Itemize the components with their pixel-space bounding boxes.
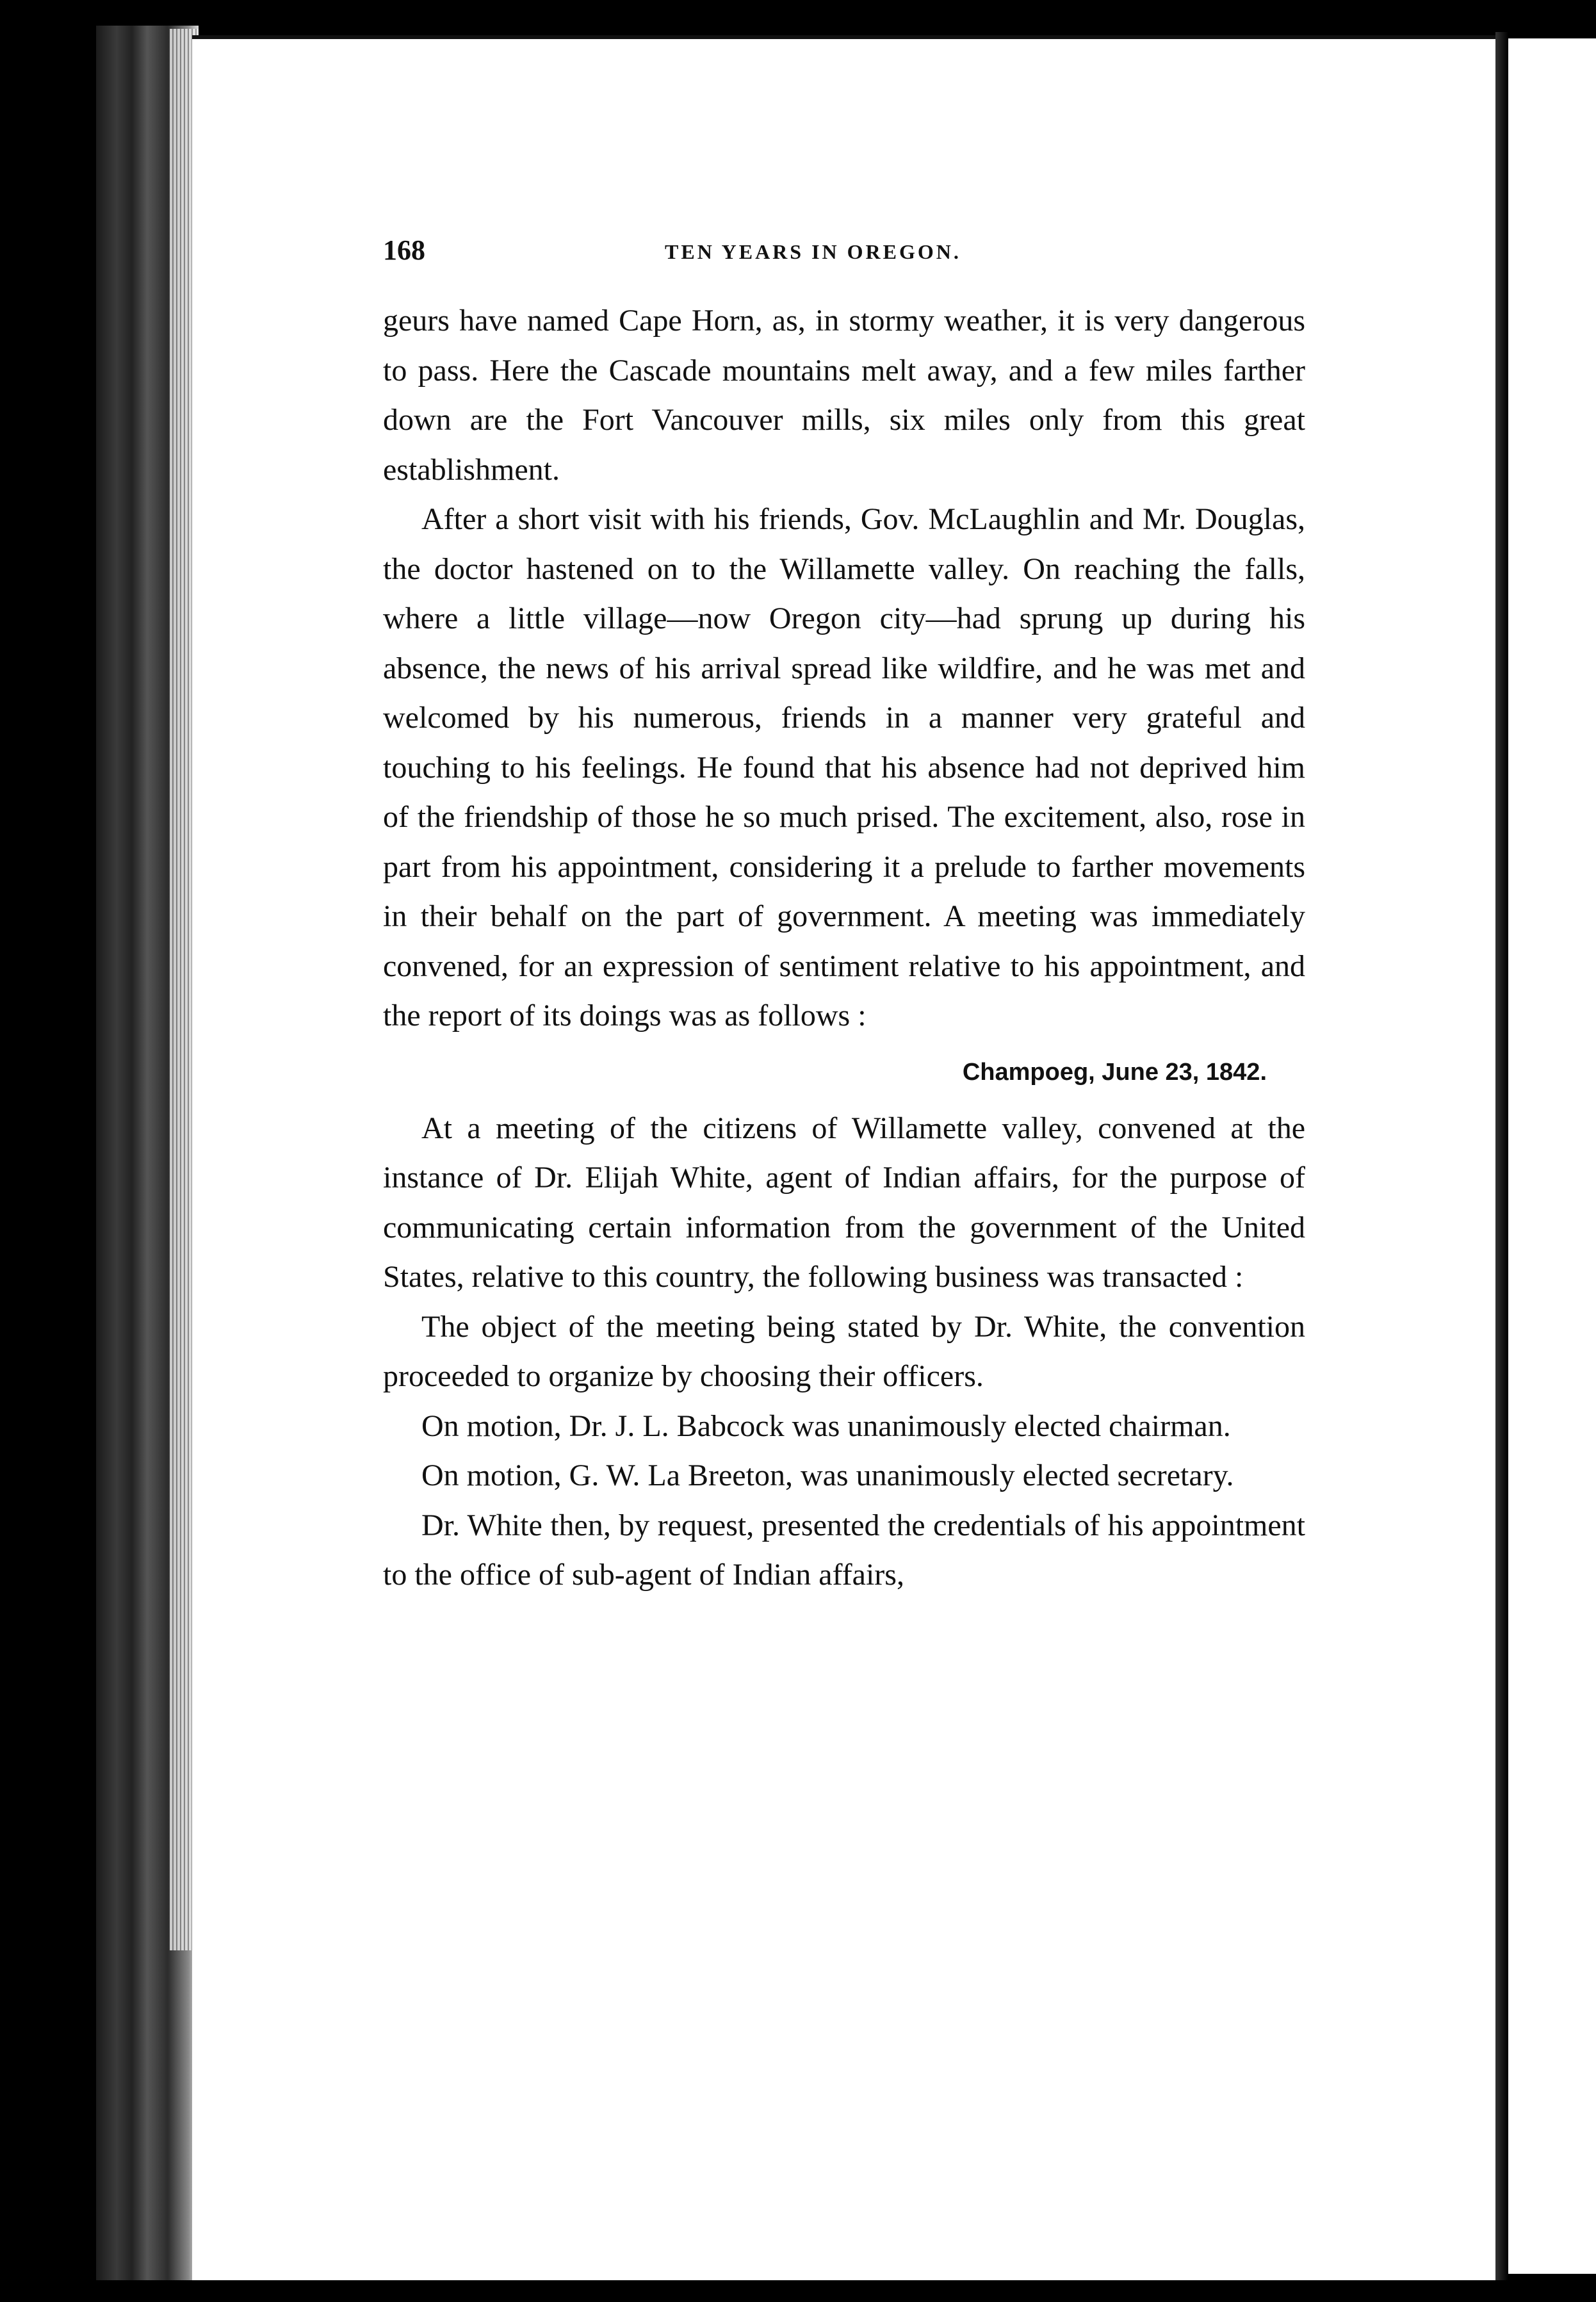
paragraph: After a short visit with his friends, Gov. McLaughlin and Mr. Douglas, the doctor hastened on to the Willamette valley. On reaching the falls, where a little village—now Oregon city—had sprung up during his absence, the news of his arrival spread like wildfire, and he was met and welcomed by his numerous, friends in a manner very grateful and touching to his feelings. He found that his absence had not deprived him of the friendship of those he so much prised. The excitement, also, rose in part from his appointment, considering it a prelude to farther movements in their behalf on the part of government. A meeting was immediately convened, for an expression of sentiment relative to his appointment, and the report of its doings was as follows :: [383, 502, 1305, 1033]
dateline: Champoeg, June 23, 1842.: [962, 1058, 1267, 1086]
facing-page-sliver: [1508, 38, 1596, 2274]
paragraph: At a meeting of the citizens of Willamette valley, convened at the instance of Dr. Elijah White, agent of Indian affairs, for the purpose of communicating certain information from the government of the United States, relative to this country, the following business was transacted :: [383, 1111, 1305, 1294]
page-number: 168: [383, 234, 425, 266]
page-body: [383, 296, 1305, 1600]
paragraph: On motion, Dr. J. L. Babcock was unanimously elected chairman.: [421, 1408, 1231, 1443]
meeting-report: [383, 1041, 1305, 1600]
gutter-shadow: [1495, 32, 1508, 2280]
paragraph: On motion, G. W. La Breeton, was unanimously elected secretary.: [421, 1458, 1234, 1492]
running-head: [383, 234, 1305, 272]
paragraph: Dr. White then, by request, presented the credentials of his appointment to the office of sub-agent of Indian affairs,: [383, 1508, 1305, 1592]
paragraph: The object of the meeting being stated by Dr. White, the convention proceeded to organize by choosing their officers.: [383, 1309, 1305, 1393]
running-title: TEN YEARS IN OREGON.: [665, 240, 961, 263]
paragraph: geurs have named Cape Horn, as, in stormy weather, it is very dangerous to pass. Here the Cascade mountains melt away, and a few miles farther down are the Fort Vancouver mills, six miles only from this great establishment.: [383, 304, 1305, 487]
